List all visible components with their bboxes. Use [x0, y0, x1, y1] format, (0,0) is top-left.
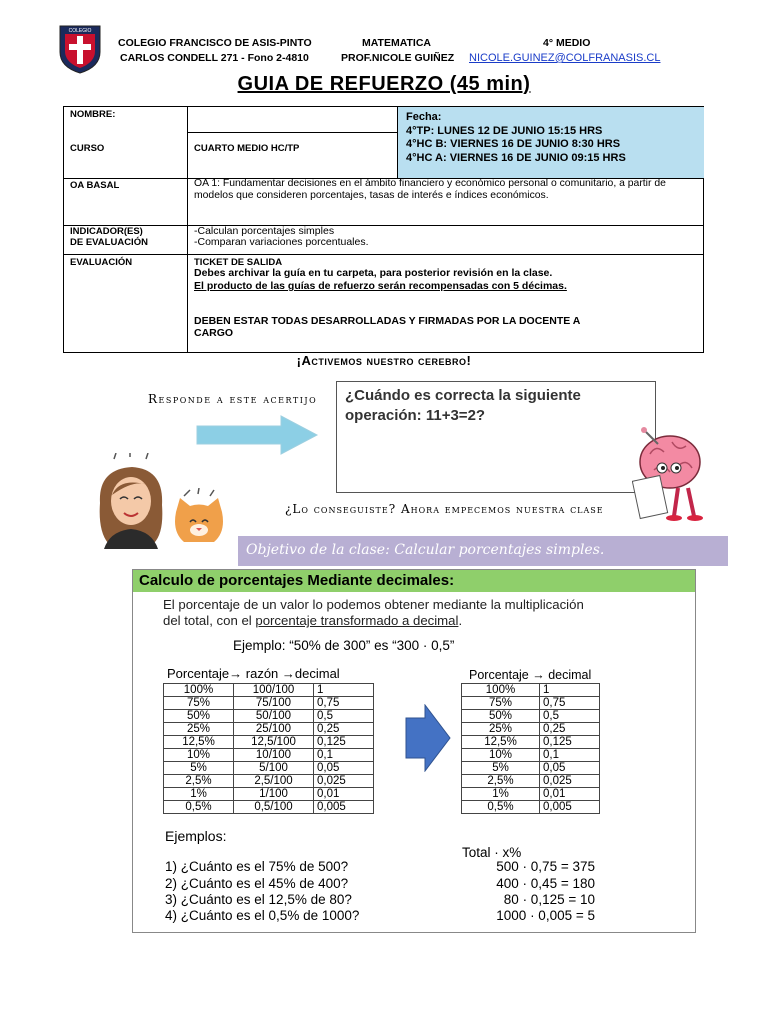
calc-panel [132, 569, 696, 933]
page-title: GUIA DE REFUERZO (45 min) [237, 73, 531, 95]
calc-answer-4: 1000 · 0,005 = 5 [496, 908, 595, 923]
table-cell: 5/100 [234, 762, 314, 775]
table-cell: 100% [164, 684, 234, 697]
calc-explanation [163, 597, 584, 629]
table-cell: 25/100 [234, 723, 314, 736]
level: 4° MEDIO [543, 37, 591, 49]
table-row [164, 697, 374, 710]
table-cell: 5% [462, 762, 540, 775]
table-row [462, 723, 600, 736]
table-row [462, 762, 600, 775]
fecha-label: Fecha: [406, 111, 442, 123]
activemos-heading: ¡Activemos nuestro cerebro! [296, 353, 472, 368]
calc-text-2c: . [458, 613, 463, 628]
school-address: CARLOS CONDELL 271 - Fono 2-4810 [120, 52, 309, 64]
arrow-right-icon [195, 414, 321, 461]
fecha-line-2: 4°HC B: VIERNES 16 DE JUNIO 8:30 HRS [406, 138, 621, 150]
calc-text-2a: del total, con el [163, 613, 256, 628]
table-cell: 75% [164, 697, 234, 710]
table-cell: 1% [164, 788, 234, 801]
subject: MATEMATICA [362, 37, 432, 49]
table2-header: Porcentaje → decimal [469, 668, 592, 682]
table-cell: 25% [462, 723, 540, 736]
oa-label: OA BASAL [70, 180, 120, 191]
table-cell: 0,01 [540, 788, 600, 801]
table1-header: Porcentaje→ razón →decimal [167, 666, 340, 681]
table-cell: 0,05 [540, 762, 600, 775]
indicador-2: -Comparan variaciones porcentuales. [194, 236, 369, 248]
school-logo [56, 22, 104, 74]
table-cell: 1 [540, 684, 600, 697]
eval-archivar: Debes archivar la guía en tu carpeta, para posterior revisión en la clase. [194, 267, 553, 279]
table-cell: 0,5 [540, 710, 600, 723]
table-row [164, 788, 374, 801]
table-cell: 50% [462, 710, 540, 723]
eval-ticket: TICKET DE SALIDA [194, 257, 283, 268]
fecha-line-3: 4°HC A: VIERNES 16 DE JUNIO 09:15 HRS [406, 151, 626, 164]
brain-thinking-icon [632, 422, 712, 527]
curso-value: CUARTO MEDIO HC/TP [194, 143, 300, 154]
indicador-label-1: INDICADOR(ES) [70, 226, 143, 237]
table-cell: 1 [314, 684, 374, 697]
table-cell: 0,5/100 [234, 801, 314, 814]
calc-answer-1: 500 · 0,75 = 375 [496, 859, 595, 874]
table-row [462, 749, 600, 762]
fecha-line-1: 4°TP: LUNES 12 DE JUNIO 15:15 HRS [406, 124, 603, 137]
table-cell: 100% [462, 684, 540, 697]
teacher-avatar [90, 453, 172, 554]
calc-text-line-2 [163, 613, 584, 629]
nombre-field[interactable] [188, 108, 396, 131]
lo-conseguiste-text: ¿Lo conseguiste? Ahora empecemos nuestra clase [285, 502, 604, 516]
table-cell: 0,25 [540, 723, 600, 736]
table-cell: 1/100 [234, 788, 314, 801]
table-cell: 10/100 [234, 749, 314, 762]
teacher-name: PROF.NICOLE GUIÑEZ [341, 52, 455, 64]
table-cell: 0,5% [164, 801, 234, 814]
table-cell: 0,01 [314, 788, 374, 801]
table-cell: 5% [164, 762, 234, 775]
teacher-email-link[interactable]: NICOLE.GUINEZ@COLFRANASIS.CL [469, 52, 661, 64]
table-cell: 0,125 [314, 736, 374, 749]
table-cell: 0,125 [540, 736, 600, 749]
table-row [164, 801, 374, 814]
table-cell: 0,75 [314, 697, 374, 710]
nombre-label: NOMBRE: [70, 109, 116, 120]
objetivo-banner: Objetivo de la clase: Calcular porcentajes simples. [238, 536, 728, 566]
fecha-box [397, 107, 704, 178]
eval-producto: El producto de las guías de refuerzo serán recompensadas con 5 décimas. [194, 280, 567, 292]
calc-text-line-1: El porcentaje de un valor lo podemos obtener mediante la multiplicación [163, 597, 584, 612]
table-cell: 100/100 [234, 684, 314, 697]
table-cell: 0,75 [540, 697, 600, 710]
question-1: 1) ¿Cuánto es el 75% de 500? [165, 859, 349, 874]
table-cell: 10% [462, 749, 540, 762]
table-row [164, 762, 374, 775]
table-cell: 0,5% [462, 801, 540, 814]
table-cell: 75% [462, 697, 540, 710]
calc-answer-2: 400 · 0,45 = 180 [496, 876, 595, 891]
table-cell: 2,5% [164, 775, 234, 788]
table-cell: 0,025 [540, 775, 600, 788]
table-row [164, 710, 374, 723]
table-row [462, 801, 600, 814]
table-razon-decimal [163, 683, 374, 814]
table-row [462, 736, 600, 749]
table-cell: 0,5 [314, 710, 374, 723]
oa-text: OA 1: Fundamentar decisiones en el ámbito financiero y económico personal o comunitario, a partir de modelos que consideren porcentajes, tasas de interés e índices económicos. [194, 178, 666, 201]
calc-text-2b: porcentaje transformado a decimal [255, 613, 459, 628]
table-row [164, 775, 374, 788]
table-row [164, 736, 374, 749]
table-cell: 12,5% [462, 736, 540, 749]
table-cell: 2,5% [462, 775, 540, 788]
table-cell: 0,005 [314, 801, 374, 814]
curso-label: CURSO [70, 143, 105, 154]
table-porcentaje-decimal [461, 683, 600, 814]
cat-icon [168, 488, 230, 555]
info-table [63, 106, 704, 353]
table-cell: 1% [462, 788, 540, 801]
ejemplos-title: Ejemplos: [165, 828, 227, 844]
table-row [164, 684, 374, 697]
table-cell: 0,1 [540, 749, 600, 762]
evaluacion-label: EVALUACIÓN [70, 257, 133, 268]
eval-deben: DEBEN ESTAR TODAS DESARROLLADAS Y FIRMADAS POR LA DOCENTE A [194, 315, 581, 327]
table-row [164, 749, 374, 762]
question-4: 4) ¿Cuánto es el 0,5% de 1000? [165, 908, 360, 923]
table-cell: 0,25 [314, 723, 374, 736]
table-cell: 50/100 [234, 710, 314, 723]
table-cell: 12,5/100 [234, 736, 314, 749]
calc-title: Calculo de porcentajes Mediante decimales: [133, 570, 695, 592]
total-header: Total · x% [462, 845, 522, 860]
table-cell: 0,1 [314, 749, 374, 762]
blue-arrow-icon [405, 704, 451, 777]
table-row [462, 710, 600, 723]
table-cell: 50% [164, 710, 234, 723]
table-cell: 0,025 [314, 775, 374, 788]
riddle-box: ¿Cuándo es correcta la siguiente operación: 11+3=2? [336, 381, 656, 493]
table-row [462, 684, 600, 697]
table-cell: 75/100 [234, 697, 314, 710]
question-2: 2) ¿Cuánto es el 45% de 400? [165, 876, 349, 891]
logo-text: COLEGIO [68, 28, 92, 34]
responde-label: Responde a este acertijo [148, 392, 318, 406]
table-row [164, 723, 374, 736]
table-cell: 10% [164, 749, 234, 762]
eval-cargo: CARGO [194, 327, 234, 339]
table-row [462, 697, 600, 710]
question-3: 3) ¿Cuánto es el 12,5% de 80? [165, 892, 352, 907]
table-row [462, 788, 600, 801]
table-cell: 0,005 [540, 801, 600, 814]
calc-ejemplo: Ejemplo: “50% de 300” es “300 · 0,5” [233, 638, 455, 653]
indicador-label-2: DE EVALUACIÓN [70, 237, 148, 248]
calc-answer-3: 80 · 0,125 = 10 [503, 892, 595, 907]
school-name: COLEGIO FRANCISCO DE ASIS-PINTO [118, 37, 312, 49]
indicador-1: -Calculan porcentajes simples [194, 225, 335, 237]
table-cell: 25% [164, 723, 234, 736]
table-row [462, 775, 600, 788]
table-cell: 12,5% [164, 736, 234, 749]
table-cell: 0,05 [314, 762, 374, 775]
table-cell: 2,5/100 [234, 775, 314, 788]
